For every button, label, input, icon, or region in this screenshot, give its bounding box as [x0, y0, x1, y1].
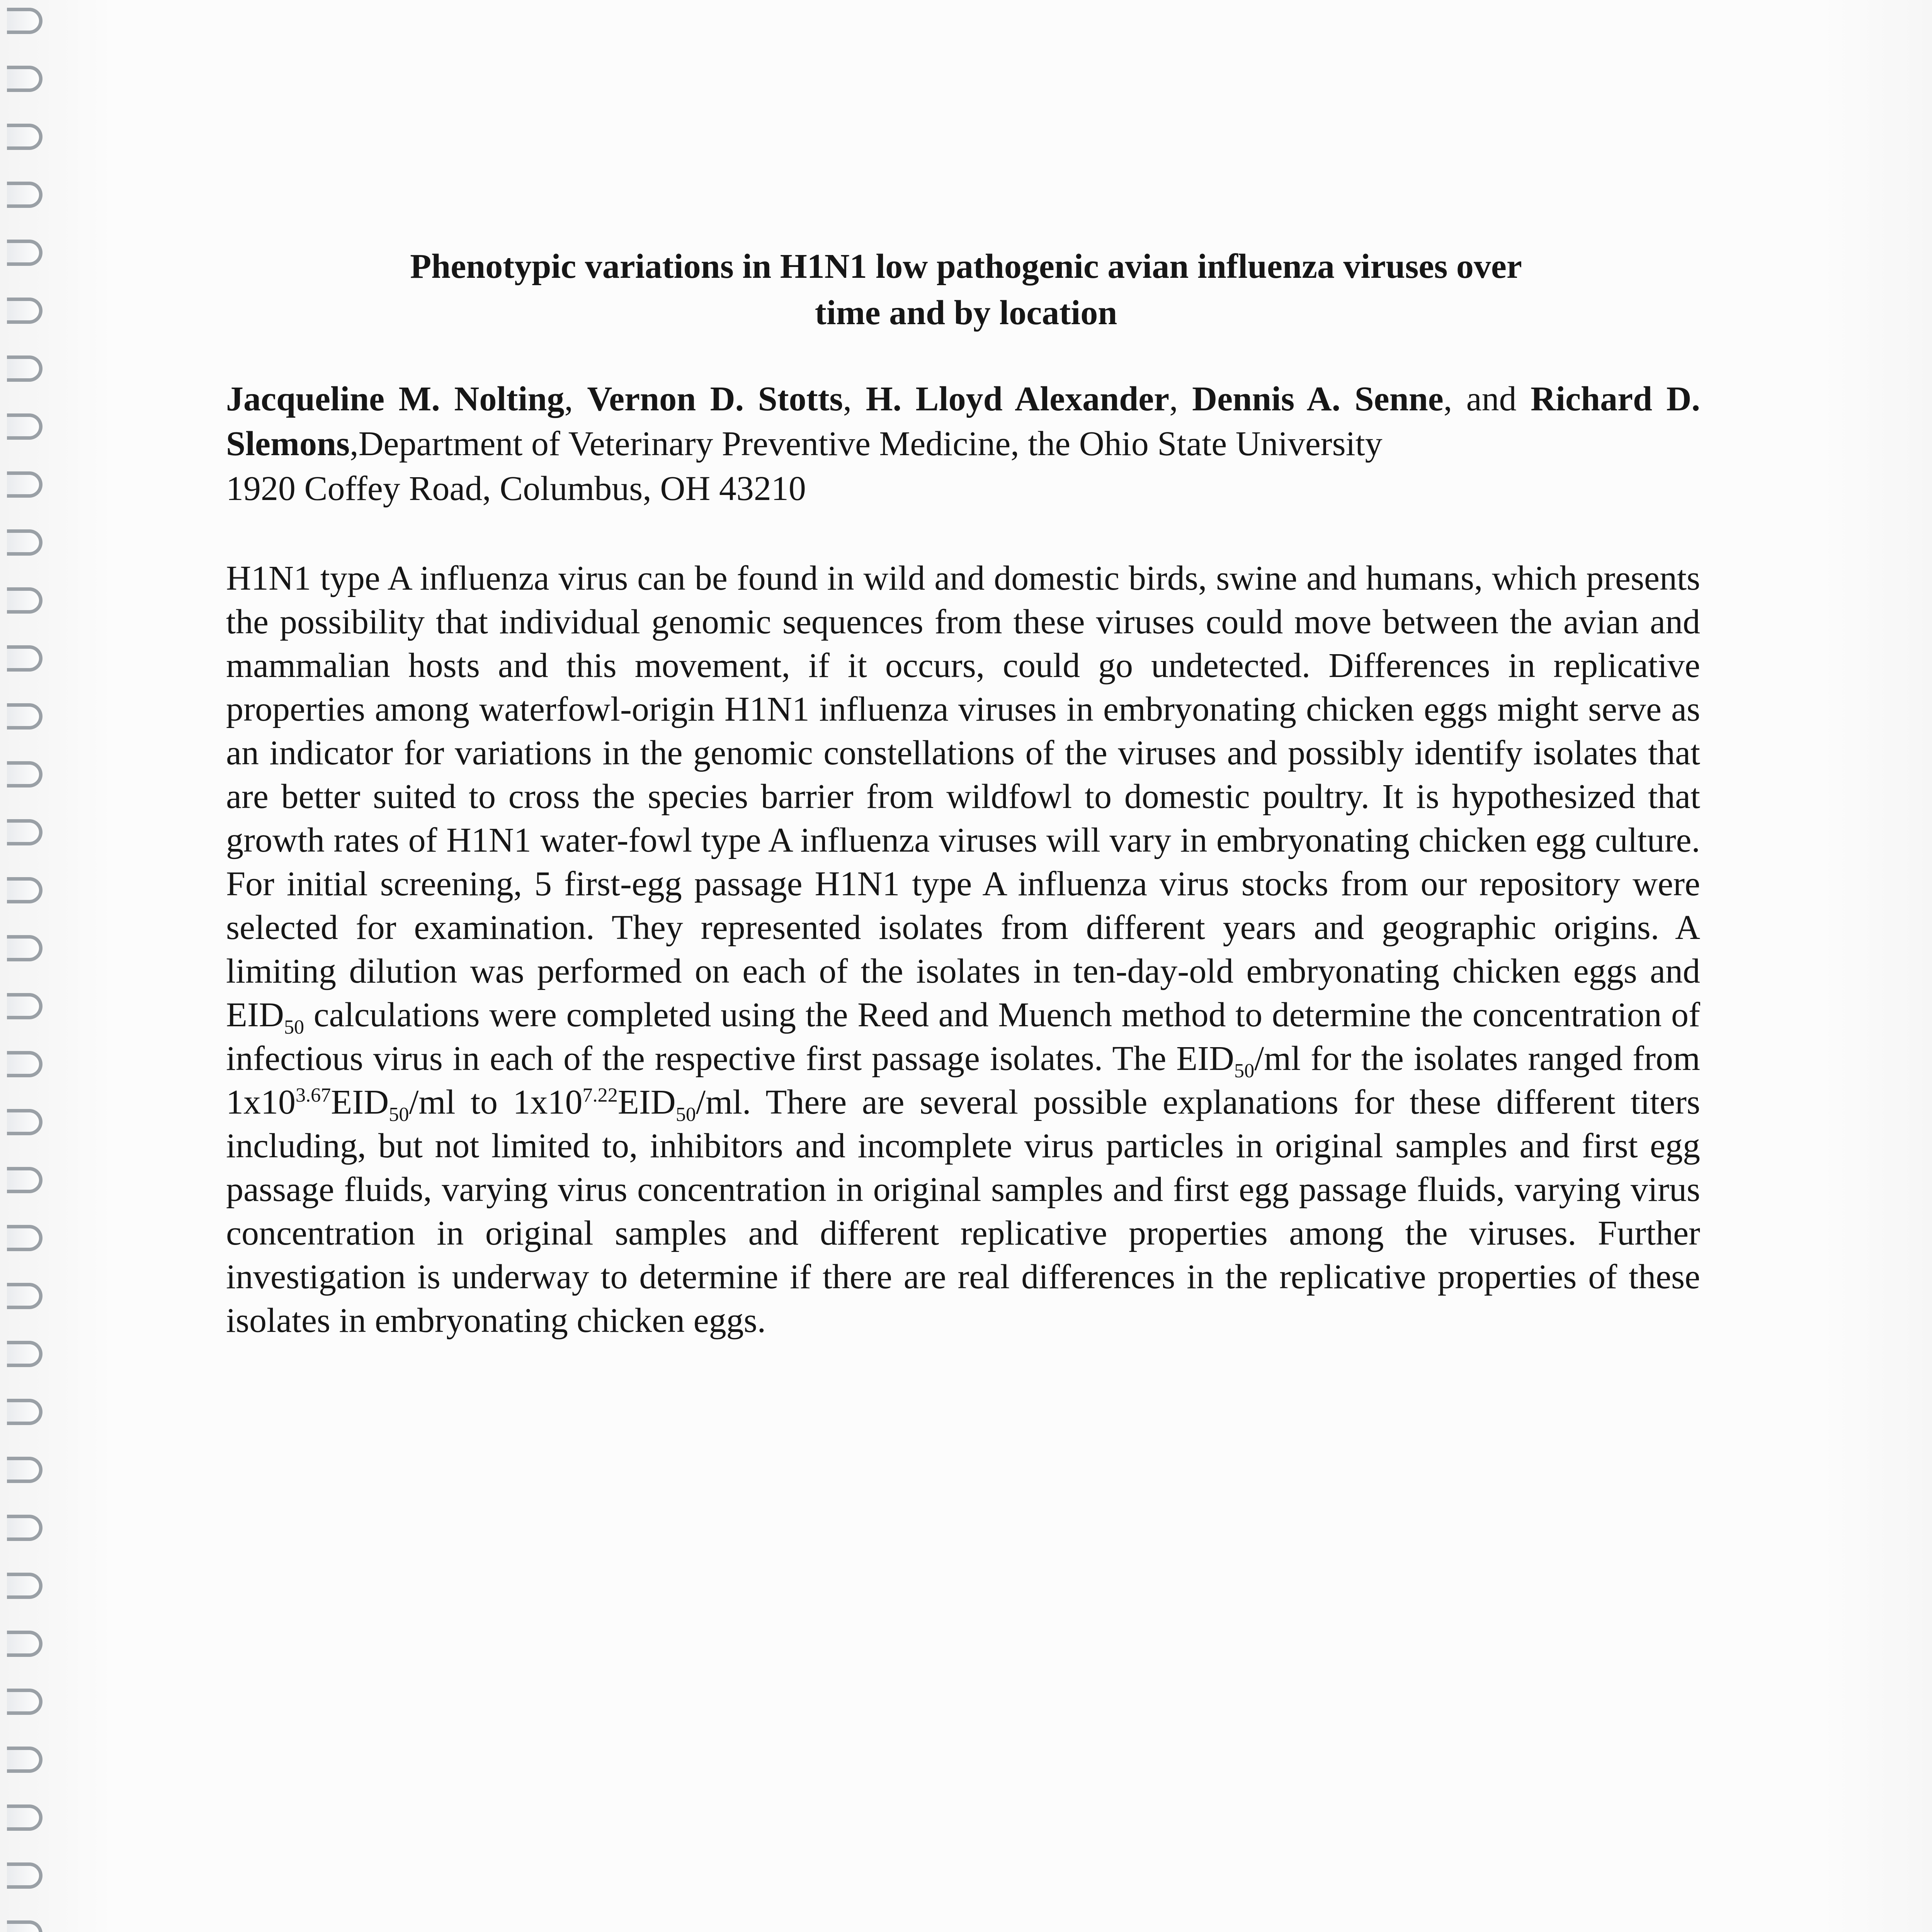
binding-ring	[7, 935, 43, 961]
author-name: Richard D. Slemons	[226, 380, 1701, 463]
subscript-50: 50	[1234, 1060, 1255, 1082]
binding-ring	[7, 1341, 43, 1367]
binding-ring	[7, 645, 43, 672]
eid-label: EID	[617, 1083, 676, 1121]
binding-ring	[7, 1109, 43, 1135]
binding-ring	[7, 471, 43, 498]
exponent-high: 7.22	[582, 1084, 618, 1106]
title-line-1: Phenotypic variations in H1N1 low pathogenic avian influenza viruses over	[410, 247, 1522, 286]
author-name: Vernon D. Stotts	[587, 380, 843, 418]
binding-ring	[7, 182, 43, 208]
binding-ring	[7, 124, 43, 150]
binding-ring	[7, 355, 43, 382]
binding-ring	[7, 529, 43, 556]
binding-ring	[7, 1689, 43, 1715]
abstract-text: calculations were completed using the Reed and Muench method to determine the concentration of infectious virus in each of the respective first passage isolates. The EID	[226, 996, 1700, 1078]
subscript-50: 50	[284, 1016, 304, 1038]
binding-ring	[7, 819, 43, 845]
binding-ring	[7, 877, 43, 903]
subscript-50: 50	[389, 1103, 409, 1126]
binding-ring	[7, 587, 43, 614]
author-name: H. Lloyd Alexander	[866, 380, 1170, 418]
abstract-text: /ml for the isolates ranged from 1x10	[226, 1039, 1700, 1121]
author-separator: ,	[564, 380, 587, 418]
binding-ring	[7, 66, 43, 92]
author-separator: ,	[1169, 380, 1192, 418]
binding-ring	[7, 1167, 43, 1193]
binding-ring	[7, 1283, 43, 1309]
subscript-50: 50	[675, 1103, 696, 1126]
spiral-binding	[0, 0, 58, 1932]
author-separator: , and	[1443, 380, 1531, 418]
eid-label: EID	[331, 1083, 389, 1121]
binding-ring	[7, 1399, 43, 1425]
binding-ring	[7, 703, 43, 730]
binding-ring	[7, 298, 43, 324]
binding-ring	[7, 1804, 43, 1831]
abstract-text: H1N1 type A influenza virus can be found in wild and domestic birds, swine and humans, which presents the possibility that individual genomic sequences from these viruses could move between the avian and mammalian hosts and this movement, if it occurs, could go undetected. Differences in replicative properties among waterfowl-origin H1N1 influenza viruses in embryonating chicken eggs might serve as an indicator for variations in the genomic constellations of the viruses and possibly identify isolates that are better suited to cross the species barrier from wildfowl to domestic poultry. It is hypothesized that growth rates of H1N1 water-fowl type A influenza viruses will vary in embryonating chicken egg culture. For initial screening, 5 first-egg passage H1N1 type A influenza virus stocks from our repository were selected for examination. They represented isolates from different years and geographic origins. A limiting dilution was performed on each of the isolates in ten-day-old embryonating chicken eggs and EID	[226, 559, 1700, 1034]
binding-ring	[7, 761, 43, 787]
address: 1920 Coffey Road, Columbus, OH 43210	[226, 469, 806, 508]
binding-ring	[7, 1920, 43, 1932]
binding-ring	[7, 240, 43, 266]
author-block	[226, 377, 1700, 511]
affiliation: Department of Veterinary Preventive Medicine, the Ohio State University	[358, 425, 1383, 463]
binding-ring	[7, 1573, 43, 1599]
author-name: Dennis A. Senne	[1192, 380, 1444, 418]
title-line-2: time and by location	[815, 294, 1117, 332]
binding-ring	[7, 1225, 43, 1251]
author-name: Jacqueline M. Nolting	[226, 380, 565, 418]
abstract	[226, 556, 1700, 1342]
binding-ring	[7, 993, 43, 1019]
author-separator: ,	[350, 425, 359, 463]
author-separator: ,	[843, 380, 866, 418]
binding-ring	[7, 8, 43, 34]
binding-ring	[7, 413, 43, 440]
abstract-text: /ml. There are several possible explanations for these different titers including, but not limited to, inhibitors and incomplete virus particles in original samples and first egg passage fluids, varying virus concentration in original samples and first egg passage fluids, varying virus concentration in original samples and different replicative properties among the viruses. Further investigation is underway to determine if there are real differences in the replicative properties of these isolates in embryonating chicken eggs.	[226, 1083, 1700, 1340]
binding-ring	[7, 1631, 43, 1657]
binding-ring	[7, 1747, 43, 1773]
paper-title	[232, 243, 1700, 336]
binding-ring	[7, 1515, 43, 1541]
exponent-low: 3.67	[296, 1084, 331, 1106]
binding-ring	[7, 1051, 43, 1077]
binding-ring	[7, 1862, 43, 1889]
abstract-text: /ml to 1x10	[409, 1083, 583, 1121]
binding-ring	[7, 1457, 43, 1483]
